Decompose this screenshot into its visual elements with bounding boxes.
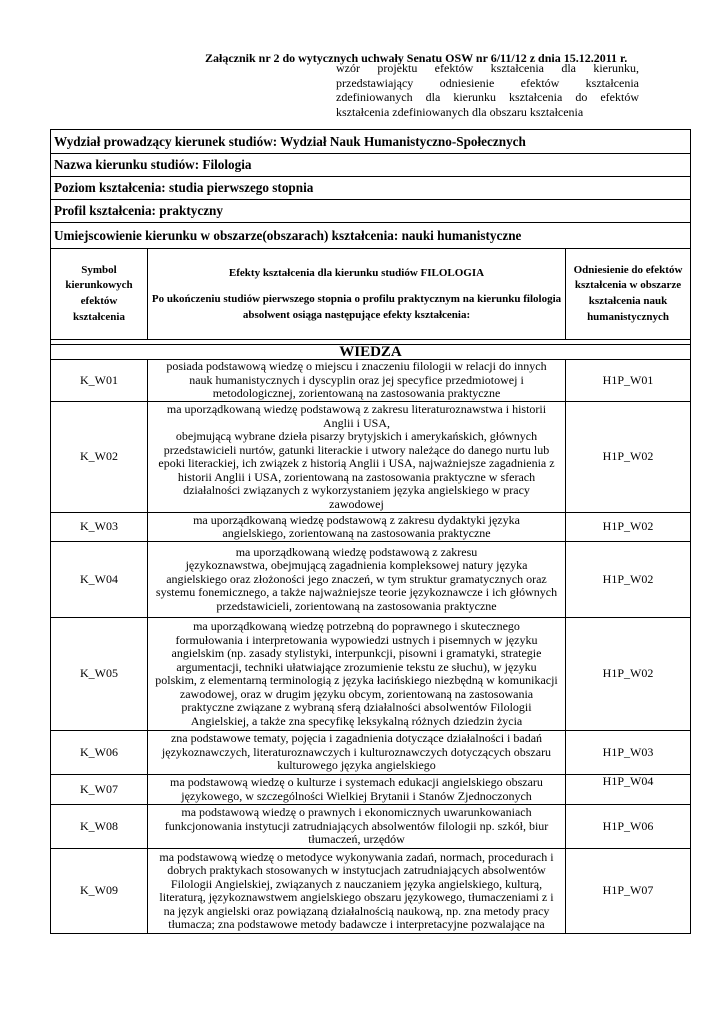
outcome-line: ma podstawową wiedzę o kulturze i systemach edukacji angielskiego obszaru: [170, 775, 543, 789]
outcome-line: językowego, w szczególności Wielkiej Brytanii i Stanów Zjednoczonych: [181, 788, 532, 803]
outcome-line: na język angielski oraz powiązaną działalnością naukową, np. zna metody pracy: [163, 903, 550, 918]
outcome-line: zawodowej, oraz w drugim języku obcym, zorientowaną na zastosowania: [179, 686, 534, 701]
outcome-line: kulturowego języka angielskiego: [277, 758, 436, 773]
outcome-symbol: K_W06: [51, 731, 148, 775]
outcome-symbol: K_W08: [51, 805, 148, 849]
outcome-description: [148, 849, 566, 934]
outcome-symbol: K_W01: [51, 360, 148, 402]
attachment-description: [336, 61, 639, 119]
area-line: Umiejscowienie kierunku w obszarze(obszarach) kształcenia: nauki humanistyczne: [51, 223, 691, 249]
outcome-line: tłumaczeń, urzędów: [308, 832, 405, 847]
outcome-line: angielskim (np. zasady stylistyki, interpunkcji, pisowni i gramatyki, strategie: [171, 646, 542, 660]
attachment-description-line: zdefiniowanych dla kierunku kształcenia do efektów: [336, 90, 639, 105]
outcome-line: tłumacza; zna podstawowe metody badawcze i interpretacyjne pozwalające na: [168, 917, 545, 931]
outcome-line: przedstawicieli nurtów, gatunki literackie i utwory należące do danego nurtu lub: [163, 442, 550, 457]
header-symbol: Symbol kierunkowych efektów kształcenia: [51, 249, 148, 340]
outcome-line: literaturą, językoznawstwem angielskiego obszaru językowego, tłumaczeniami z i: [159, 890, 554, 904]
attachment-description-line: kształcenia zdefiniowanych dla obszaru kształcenia: [336, 104, 584, 119]
outcome-line: epoki literackiej, ich związek z historią Anglii i USA, najważniejsze zagadnienia z: [158, 456, 555, 470]
outcome-description: [148, 618, 566, 731]
outcome-line: ma podstawową wiedzę o prawnych i ekonomicznych uwarunkowaniach: [181, 805, 532, 820]
outcome-line: zna podstawowe tematy, pojęcia i zagadnienia dotyczące działalności i badań: [170, 731, 543, 746]
outcome-description: [148, 542, 566, 618]
outcome-symbol: K_W07: [51, 775, 148, 805]
header-outcomes: [148, 249, 566, 340]
outcome-line: formułowania i interpretowania wypowiedzi ustnych i pisemnych w języku: [175, 632, 538, 647]
outcome-line: ma uporządkowaną wiedzę podstawową z zakresu: [235, 544, 478, 559]
attachment-title: Załącznik nr 2 do wytycznych uchwały Senatu OSW nr 6/11/12 z dnia 15.12.2011 r.: [205, 51, 628, 65]
outcome-reference: H1P_W06: [566, 805, 691, 849]
faculty-line: Wydział prowadzący kierunek studiów: Wydział Nauk Humanistyczno-Społecznych: [51, 130, 691, 154]
outcome-line: Anglii i USA,: [322, 415, 390, 430]
outcome-line: działalności związanych z wykorzystaniem języka angielskiego w pracy: [183, 483, 530, 497]
section-heading: WIEDZA: [51, 345, 691, 360]
outcome-reference: H1P_W04: [566, 775, 691, 805]
outcome-symbol: K_W04: [51, 542, 148, 618]
outcome-reference: H1P_W02: [566, 513, 691, 542]
outcome-line: zawodowej: [329, 496, 384, 511]
outcome-line: angielskiego oraz złożoności jego znaczeń, w tym struktur gramatycznych oraz: [166, 571, 547, 586]
outcome-line: ma podstawową wiedzę o metodyce wykonywania zadań, normach, procedurach i: [159, 849, 554, 864]
outcome-line: ma uporządkowaną wiedzę podstawową z zakresu literaturoznawstwa i historii: [166, 402, 547, 416]
learning-outcomes-table: [50, 129, 691, 934]
outcome-line: posiada podstawową wiedzę o miejscu i znaczeniu filologii w relacji do innych: [166, 359, 547, 374]
header-reference: Odniesienie do efektów kształcenia w obszarze kształcenia nauk humanistycznych: [566, 249, 691, 340]
header-outcomes-subtitle: Po ukończeniu studiów pierwszego stopnia o profilu praktycznym na kierunku filologia absolwent osiąga następujące efekty kształcenia:: [151, 293, 562, 321]
profile-line: Profil kształcenia: praktyczny: [51, 200, 691, 223]
outcome-line: Filologii Angielskiej, związanych z nauczaniem języka angielskiego, kulturą,: [170, 876, 543, 891]
outcome-line: ma uporządkowaną wiedzę potrzebną do poprawnego i skutecznego: [193, 619, 520, 633]
outcome-reference: H1P_W03: [566, 731, 691, 775]
outcome-reference: H1P_W02: [566, 618, 691, 731]
outcome-line: systemu fonemicznego, a także najważniejsze teorie językoznawcze i ich głównych: [155, 585, 558, 600]
study-level-line: Poziom kształcenia: studia pierwszego stopnia: [51, 177, 691, 200]
outcome-line: językoznawstwa, obejmującą zagadnienia kompleksowej natury języka: [185, 558, 528, 573]
outcome-line: dobrych praktykach stosowanych w instytucjach zatrudniających absolwentów: [167, 863, 546, 877]
outcome-line: metodologicznej, zorientowaną na zastosowania praktyczne: [212, 386, 501, 401]
outcome-description: [148, 513, 566, 542]
outcome-line: funkcjonowania instytucji zatrudniających absolwentów filologii np. szkół, biur: [164, 818, 549, 833]
outcome-line: przedstawicieli, zorientowaną na zastosowania praktyczne: [216, 598, 497, 613]
outcome-line: polskim, z elementarną terminologią z języka łacińskiego niezbędną w komunikacji: [155, 673, 558, 687]
outcome-line: obejmującą wybrane dzieła pisarzy brytyjskich i amerykańskich, głównych: [175, 429, 538, 443]
outcome-description: [148, 731, 566, 775]
outcome-line: angielskiego, zorientowaną na zastosowania praktyczne: [222, 526, 491, 540]
outcome-line: nauk humanistycznych i dyscyplin oraz jej specyfice przedmiotowej i: [189, 372, 524, 387]
outcome-reference: H1P_W02: [566, 542, 691, 618]
outcome-description: [148, 360, 566, 402]
outcome-line: praktyczne związane z wybraną sferą działalności absolwentów Filologii: [181, 700, 532, 714]
outcome-reference: H1P_W02: [566, 402, 691, 513]
outcome-line: ma uporządkowaną wiedzę podstawową z zakresu dydaktyki języka: [193, 512, 520, 527]
outcome-symbol: K_W05: [51, 618, 148, 731]
outcome-reference: H1P_W07: [566, 849, 691, 934]
program-name-line: Nazwa kierunku studiów: Filologia: [51, 154, 691, 177]
outcome-line: Angielskiej, a także zna specyfikę leksykalną różnych dziedzin życia: [190, 713, 523, 728]
outcome-reference: H1P_W01: [566, 360, 691, 402]
attachment-description-line: przedstawiający odniesienie efektów kształcenia: [336, 75, 639, 90]
outcome-description: [148, 805, 566, 849]
outcome-line: argumentacji, techniki ułatwiające zrozumienie tekstu ze słuchu), w języku: [176, 659, 537, 674]
outcome-line: historii Anglii i USA, zorientowaną na zastosowania praktyczne w sferach: [177, 469, 536, 484]
outcome-symbol: K_W09: [51, 849, 148, 934]
outcome-description: [148, 402, 566, 513]
outcome-symbol: K_W02: [51, 402, 148, 513]
outcome-line: językoznawczych, literaturoznawczych i kulturoznawczych dotyczących obszaru: [161, 744, 552, 759]
outcome-description: [148, 775, 566, 805]
outcome-symbol: K_W03: [51, 513, 148, 542]
attachment-description-line: wzór projektu efektów kształcenia dla kierunku,: [336, 61, 639, 75]
header-outcomes-title: Efekty kształcenia dla kierunku studiów FILOLOGIA: [228, 267, 485, 279]
